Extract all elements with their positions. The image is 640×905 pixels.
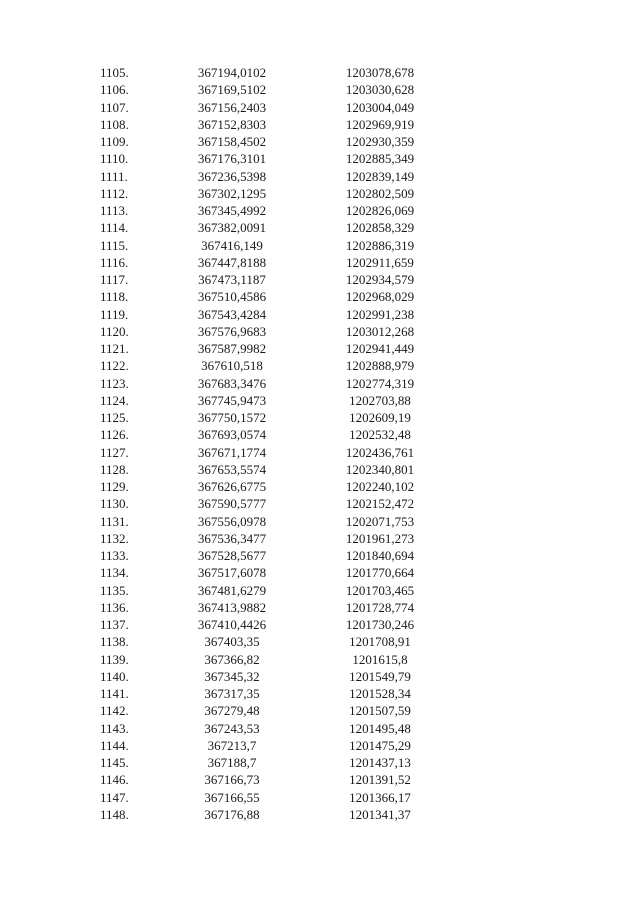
point-number: 1116. [100, 254, 129, 270]
x-coordinate: 367169,5102 [197, 82, 267, 98]
x-coordinate: 367176,3101 [197, 151, 267, 167]
table-row [0, 720, 640, 737]
x-coordinate: 367176,88 [204, 806, 260, 822]
point-number: 1121. [100, 341, 129, 356]
x-coordinate: 367653,5574 [197, 461, 267, 477]
x-coordinate: 367481,6279 [197, 582, 267, 598]
y-coordinate: 1202152,472 [345, 496, 415, 512]
x-coordinate: 367683,3476 [197, 375, 267, 391]
x-coordinate: 367403,35 [204, 634, 260, 650]
table-row [0, 513, 640, 530]
x-coordinate: 367517,6078 [197, 565, 267, 581]
x-coordinate: 367413,9882 [197, 599, 267, 615]
x-coordinate: 367317,35 [204, 686, 260, 701]
point-number: 1137. [100, 617, 129, 632]
table-row [0, 461, 640, 478]
point-number: 1125. [100, 410, 129, 425]
point-number: 1124. [100, 392, 129, 408]
x-coordinate: 367366,82 [204, 651, 260, 667]
point-number: 1146. [100, 772, 129, 788]
y-coordinate: 1201730,246 [345, 617, 415, 632]
y-coordinate: 1201549,79 [349, 668, 411, 684]
x-coordinate: 367590,5777 [197, 496, 267, 512]
point-number: 1139. [100, 651, 129, 667]
y-coordinate: 1202885,349 [345, 151, 415, 167]
y-coordinate: 1203012,268 [345, 323, 415, 339]
table-row [0, 426, 640, 443]
point-number: 1127. [100, 444, 129, 460]
y-coordinate: 1202991,238 [345, 306, 415, 322]
y-coordinate: 1201507,59 [349, 703, 411, 719]
y-coordinate: 1202934,579 [345, 272, 415, 287]
point-number: 1115. [100, 237, 129, 253]
y-coordinate: 1203030,628 [345, 82, 415, 98]
y-coordinate: 1201528,34 [349, 686, 411, 701]
point-number: 1105. [100, 65, 129, 80]
x-coordinate: 367510,4586 [197, 289, 267, 305]
x-coordinate: 367587,9982 [197, 341, 267, 356]
y-coordinate: 1201770,664 [345, 565, 415, 581]
table-row [0, 116, 640, 133]
x-coordinate: 367576,9683 [197, 323, 267, 339]
table-row [0, 99, 640, 116]
table-row [0, 754, 640, 771]
point-number: 1108. [100, 116, 129, 132]
point-number: 1113. [100, 203, 129, 218]
y-coordinate: 1201961,273 [345, 530, 415, 546]
table-row [0, 150, 640, 167]
x-coordinate: 367610,518 [201, 358, 263, 374]
point-number: 1112. [100, 185, 129, 201]
table-row [0, 789, 640, 806]
table-row [0, 306, 640, 323]
x-coordinate: 367243,53 [204, 720, 260, 736]
table-row [0, 771, 640, 788]
point-number: 1142. [100, 703, 129, 719]
y-coordinate: 1202968,029 [345, 289, 415, 305]
x-coordinate: 367750,1572 [197, 410, 267, 425]
table-row [0, 668, 640, 685]
table-row [0, 202, 640, 219]
table-row [0, 737, 640, 754]
y-coordinate: 1202886,319 [345, 237, 415, 253]
table-row [0, 409, 640, 426]
x-coordinate: 367745,9473 [197, 392, 267, 408]
table-row [0, 357, 640, 374]
point-number: 1143. [100, 720, 129, 736]
table-row [0, 64, 640, 81]
x-coordinate: 367213,7 [207, 737, 257, 753]
table-row [0, 651, 640, 668]
point-number: 1140. [100, 668, 129, 684]
point-number: 1148. [100, 806, 129, 822]
y-coordinate: 1201391,52 [349, 772, 411, 788]
x-coordinate: 367158,4502 [197, 134, 267, 149]
table-row [0, 582, 640, 599]
y-coordinate: 1202941,449 [345, 341, 415, 356]
y-coordinate: 1202839,149 [345, 168, 415, 184]
point-number: 1133. [100, 548, 129, 563]
y-coordinate: 1201437,13 [349, 755, 411, 770]
y-coordinate: 1202071,753 [345, 513, 415, 529]
point-number: 1114. [100, 220, 129, 236]
x-coordinate: 367410,4426 [197, 617, 267, 632]
x-coordinate: 367416,149 [201, 237, 263, 253]
table-row [0, 254, 640, 271]
x-coordinate: 367236,5398 [197, 168, 267, 184]
table-row [0, 375, 640, 392]
y-coordinate: 1203004,049 [345, 99, 415, 115]
y-coordinate: 1202888,979 [345, 358, 415, 374]
table-row [0, 185, 640, 202]
y-coordinate: 1202911,659 [346, 254, 414, 270]
y-coordinate: 1202609,19 [349, 410, 411, 425]
table-row [0, 237, 640, 254]
y-coordinate: 1201615,8 [352, 651, 408, 667]
table-row [0, 81, 640, 98]
table-row [0, 495, 640, 512]
table-row [0, 564, 640, 581]
table-row [0, 271, 640, 288]
x-coordinate: 367382,0091 [197, 220, 267, 236]
x-coordinate: 367166,55 [204, 789, 260, 805]
x-coordinate: 367345,4992 [197, 203, 267, 218]
point-number: 1110. [100, 151, 129, 167]
table-row [0, 685, 640, 702]
point-number: 1118. [100, 289, 129, 305]
point-number: 1106. [100, 82, 129, 98]
point-number: 1136. [100, 599, 129, 615]
y-coordinate: 1201366,17 [349, 789, 411, 805]
y-coordinate: 1202969,919 [345, 116, 415, 132]
table-row [0, 478, 640, 495]
y-coordinate: 1202240,102 [345, 479, 415, 494]
x-coordinate: 367302,1295 [197, 185, 267, 201]
y-coordinate: 1201840,694 [345, 548, 415, 563]
x-coordinate: 367626,6775 [197, 479, 267, 494]
x-coordinate: 367447,8188 [197, 254, 267, 270]
table-row [0, 392, 640, 409]
point-number: 1135. [100, 582, 129, 598]
x-coordinate: 367556,0978 [197, 513, 267, 529]
table-row [0, 616, 640, 633]
y-coordinate: 1202436,761 [345, 444, 415, 460]
x-coordinate: 367156,2403 [197, 99, 267, 115]
y-coordinate: 1203078,678 [345, 65, 415, 80]
y-coordinate: 1202826,069 [345, 203, 415, 218]
x-coordinate: 367473,1187 [198, 272, 266, 287]
table-row [0, 168, 640, 185]
point-number: 1109. [100, 134, 129, 149]
y-coordinate: 1202858,329 [345, 220, 415, 236]
table-row [0, 806, 640, 823]
x-coordinate: 367693,0574 [197, 427, 267, 443]
x-coordinate: 367194,0102 [197, 65, 267, 80]
point-number: 1117. [100, 272, 129, 287]
point-number: 1132. [100, 530, 129, 546]
point-number: 1138. [100, 634, 129, 650]
x-coordinate: 367528,5677 [197, 548, 267, 563]
x-coordinate: 367543,4284 [197, 306, 267, 322]
point-number: 1147. [100, 789, 129, 805]
y-coordinate: 1201475,29 [349, 737, 411, 753]
y-coordinate: 1201495,48 [349, 720, 411, 736]
point-number: 1126. [100, 427, 129, 443]
x-coordinate: 367188,7 [207, 755, 257, 770]
table-row [0, 599, 640, 616]
table-row [0, 444, 640, 461]
point-number: 1122. [100, 358, 129, 374]
y-coordinate: 1202802,509 [345, 185, 415, 201]
x-coordinate: 367345,32 [204, 668, 260, 684]
y-coordinate: 1202703,88 [349, 392, 411, 408]
y-coordinate: 1201708,91 [349, 634, 411, 650]
y-coordinate: 1201341,37 [349, 806, 411, 822]
x-coordinate: 367536,3477 [197, 530, 267, 546]
y-coordinate: 1201703,465 [345, 582, 415, 598]
coordinate-table [0, 64, 640, 823]
point-number: 1144. [100, 737, 129, 753]
point-number: 1131. [100, 513, 129, 529]
table-row [0, 547, 640, 564]
table-row [0, 340, 640, 357]
point-number: 1130. [100, 496, 129, 512]
point-number: 1107. [100, 99, 129, 115]
point-number: 1134. [100, 565, 129, 581]
point-number: 1141. [100, 686, 129, 701]
point-number: 1128. [100, 461, 129, 477]
table-row [0, 288, 640, 305]
point-number: 1123. [100, 375, 129, 391]
x-coordinate: 367279,48 [204, 703, 260, 719]
x-coordinate: 367671,1774 [197, 444, 267, 460]
table-row [0, 219, 640, 236]
table-row [0, 530, 640, 547]
y-coordinate: 1202340,801 [345, 461, 415, 477]
point-number: 1111. [100, 168, 128, 184]
table-row [0, 323, 640, 340]
point-number: 1120. [100, 323, 129, 339]
y-coordinate: 1202774,319 [345, 375, 415, 391]
table-row [0, 133, 640, 150]
y-coordinate: 1202532,48 [349, 427, 411, 443]
y-coordinate: 1202930,359 [345, 134, 415, 149]
table-row [0, 633, 640, 650]
point-number: 1145. [100, 755, 129, 770]
x-coordinate: 367166,73 [204, 772, 260, 788]
point-number: 1119. [100, 306, 129, 322]
x-coordinate: 367152,8303 [197, 116, 267, 132]
table-row [0, 702, 640, 719]
point-number: 1129. [100, 479, 129, 494]
y-coordinate: 1201728,774 [345, 599, 415, 615]
